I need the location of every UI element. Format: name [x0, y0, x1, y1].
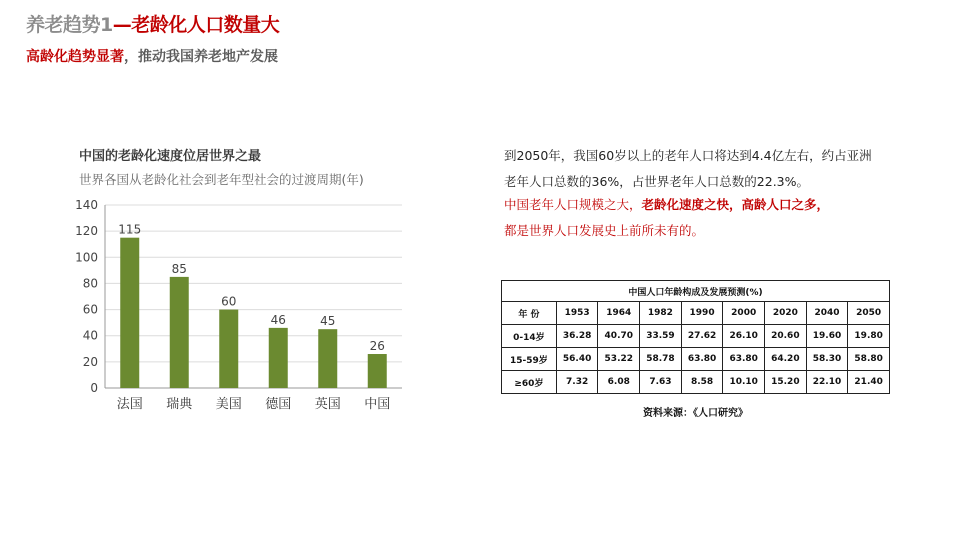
x-tick-label: 美国 — [215, 397, 242, 412]
table-cell: 63.80 — [723, 348, 765, 371]
table-cell: 21.40 — [848, 371, 890, 394]
x-tick-label: 法国 — [116, 397, 143, 412]
bar — [269, 328, 288, 388]
row-label: 15-59岁 — [502, 348, 557, 371]
table-cell: 7.63 — [640, 371, 682, 394]
header-cell: 2050 — [848, 302, 890, 325]
highlight-part-1: 中国老年人口规模之大， — [504, 197, 642, 212]
table-cell: 64.20 — [765, 348, 807, 371]
table-cell: 20.60 — [765, 325, 807, 348]
y-tick-label: 120 — [75, 224, 98, 239]
table-cell: 63.80 — [681, 348, 723, 371]
header-cell: 年 份 — [502, 302, 557, 325]
bar — [219, 310, 238, 388]
data-label: 46 — [270, 312, 286, 327]
table-cell: 58.78 — [640, 348, 682, 371]
table-cell: 58.80 — [848, 348, 890, 371]
table-cell: 36.28 — [556, 325, 598, 348]
chart-title: 中国的老龄化速度位居世界之最 — [79, 149, 262, 164]
x-tick-label: 中国 — [364, 397, 391, 412]
table-row — [502, 371, 890, 394]
page-title-main: —老龄化人口数量大 — [112, 14, 280, 36]
table-cell: 7.32 — [556, 371, 598, 394]
page-title — [26, 10, 279, 37]
page-subtitle-rest: ，推动我国养老地产发展 — [124, 49, 278, 65]
table-source: 资料来源：《人口研究》 — [643, 408, 748, 419]
bar — [318, 329, 337, 388]
row-label: ≥60岁 — [502, 371, 557, 394]
header-cell: 2000 — [723, 302, 765, 325]
x-tick-label: 瑞典 — [166, 397, 193, 412]
data-label: 60 — [221, 294, 237, 309]
data-label: 85 — [171, 261, 187, 276]
table-row — [502, 325, 890, 348]
table-cell: 19.60 — [806, 325, 848, 348]
population-structure-table — [501, 280, 890, 394]
table-cell: 27.62 — [681, 325, 723, 348]
page-title-prefix: 养老趋势1 — [26, 14, 113, 36]
highlight-part-2: 老龄化速度之快，高龄人口之多， — [641, 197, 830, 212]
table-caption: 中国人口年龄构成及发展预测(%) — [502, 281, 890, 302]
table-cell: 22.10 — [806, 371, 848, 394]
y-tick-label: 60 — [82, 302, 98, 317]
highlight-part-3: 都是世界人口发展史上前所未有的。 — [504, 223, 705, 238]
header-cell: 2020 — [765, 302, 807, 325]
bar — [120, 238, 139, 388]
y-tick-label: 0 — [90, 381, 98, 395]
bar — [170, 277, 189, 388]
page-subtitle-highlight: 高龄化趋势显著 — [26, 49, 124, 65]
data-label: 26 — [369, 339, 385, 354]
aging-highlight-paragraph — [504, 192, 884, 244]
y-tick-label: 20 — [82, 354, 98, 369]
table-cell: 8.58 — [681, 371, 723, 394]
row-label: 0-14岁 — [502, 325, 557, 348]
table-header-row — [502, 302, 890, 325]
table-cell: 6.08 — [598, 371, 640, 394]
aging-stat-paragraph: 到2050年，我国60岁以上的老年人口将达到4.4亿左右，约占亚洲老年人口总数的36%，占世界老年人口总数的22.3%。 — [504, 148, 872, 189]
table-cell: 19.80 — [848, 325, 890, 348]
y-tick-label: 40 — [82, 328, 98, 343]
aging-speed-bar-chart — [60, 192, 410, 422]
table-cell: 58.30 — [806, 348, 848, 371]
table-cell: 33.59 — [640, 325, 682, 348]
table-cell: 10.10 — [723, 371, 765, 394]
header-cell: 1990 — [681, 302, 723, 325]
header-cell: 1953 — [556, 302, 598, 325]
header-cell: 1982 — [640, 302, 682, 325]
y-tick-label: 100 — [75, 250, 98, 265]
bar — [368, 354, 387, 388]
header-cell: 2040 — [806, 302, 848, 325]
chart-subtitle: 世界各国从老龄化社会到老年型社会的过渡周期(年) — [79, 172, 364, 187]
x-tick-label: 德国 — [265, 397, 292, 412]
page-subtitle — [26, 46, 278, 66]
table-cell: 40.70 — [598, 325, 640, 348]
y-tick-label: 140 — [75, 198, 98, 212]
y-tick-label: 80 — [82, 276, 98, 291]
x-tick-label: 英国 — [314, 397, 341, 412]
table-row — [502, 348, 890, 371]
table-cell: 53.22 — [598, 348, 640, 371]
table-cell: 56.40 — [556, 348, 598, 371]
data-label: 45 — [320, 314, 336, 329]
data-label: 115 — [118, 222, 142, 237]
header-cell: 1964 — [598, 302, 640, 325]
table-cell: 15.20 — [765, 371, 807, 394]
table-cell: 26.10 — [723, 325, 765, 348]
